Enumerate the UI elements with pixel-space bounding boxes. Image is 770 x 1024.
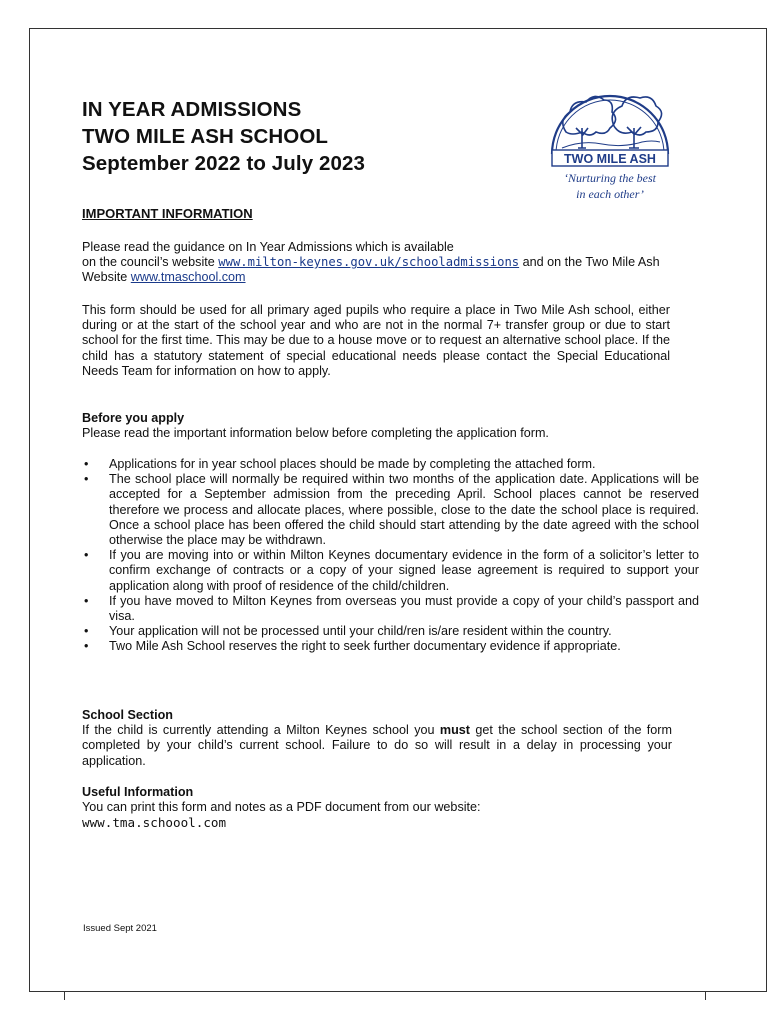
before-apply-text: Please read the important information below before completing the application form. — [82, 426, 549, 441]
school-section-text — [82, 723, 672, 769]
useful-information-section — [82, 785, 670, 831]
list-item — [82, 548, 699, 594]
title-line-3: September 2022 to July 2023 — [82, 152, 366, 175]
guidance-paragraph — [82, 240, 670, 286]
list-item — [82, 457, 699, 472]
list-item-text: Your application will not be processed until your child/ren is/are resident within the country. — [109, 624, 612, 639]
bullet-icon: • — [84, 548, 89, 563]
list-item-text: Applications for in year school places should be made by completing the attached form. — [109, 457, 596, 471]
list-item-text: If you are moving into or within Milton Keynes documentary evidence in the form of a solicitor’s letter to confirm exchange of contracts or a copy of your signed lease agreement is required to support your application along with proof of residence of the child/children. — [109, 548, 699, 593]
bullet-icon: • — [84, 593, 89, 608]
tree-emblem-icon — [552, 96, 668, 154]
list-item — [82, 472, 699, 548]
bullet-icon: • — [84, 457, 89, 471]
bullet-icon: • — [84, 472, 89, 487]
school-section-emphasis: must — [439, 723, 470, 738]
logo-motto-line-2: in each other’ — [576, 187, 644, 201]
list-item-text: If you have moved to Milton Keynes from overseas you must provide a copy of your child’s passport and visa. — [109, 593, 699, 624]
bullet-icon: • — [84, 639, 89, 654]
school-logo — [532, 64, 684, 224]
before-apply-section — [82, 411, 670, 441]
guidance-line-2-prefix: on the council’s website — [82, 255, 219, 270]
bullet-icon: • — [84, 624, 89, 639]
list-item-text: Two Mile Ash School reserves the right to seek further documentary evidence if appropriate. — [109, 639, 621, 654]
list-item — [82, 624, 699, 639]
form-usage-paragraph — [82, 303, 670, 379]
before-apply-heading: Before you apply — [82, 411, 185, 425]
list-item — [82, 639, 699, 654]
title-line-2: TWO MILE ASH SCHOOL — [82, 125, 328, 148]
list-item — [82, 594, 699, 624]
title-line-1: IN YEAR ADMISSIONS — [82, 98, 302, 121]
useful-information-website: www.tma.schoool.com — [82, 815, 227, 831]
school-section — [82, 708, 672, 769]
council-website-link[interactable]: www.milton-keynes.gov.uk/schooladmissions — [218, 255, 520, 270]
page-title — [82, 96, 365, 177]
issued-date: Issued Sept 2021 — [83, 923, 157, 934]
logo-name: TWO MILE ASH — [564, 152, 656, 166]
guidance-line-2-mid: and on the Two Mile Ash Website — [82, 255, 660, 285]
page-tick-right — [705, 992, 706, 1000]
page-tick-left — [64, 992, 65, 1000]
school-section-text-end: get the school section of the form completed by your child’s current school. Failure to do so will result in a delay in processing your application. — [82, 723, 672, 768]
school-section-text-start: If the child is currently attending a Milton Keynes school you — [82, 723, 440, 738]
school-section-heading: School Section — [82, 708, 173, 722]
guidance-line-1: Please read the guidance on In Year Admissions which is available — [82, 240, 454, 254]
important-information-heading: IMPORTANT INFORMATION — [82, 206, 253, 221]
logo-motto-line-1: ‘Nurturing the best — [564, 171, 656, 185]
list-item-text: The school place will normally be required within two months of the application date. Applications will be accepted for a September admission from the preceding April. School places cannot be reserved therefore we process and allocate places, where possible, close to the date the school place is required. Once a school place has been offered the child should start attending by the date agreed with the school otherwise the place may be withdrawn. — [109, 472, 699, 548]
requirements-list — [82, 457, 699, 655]
school-website-link[interactable]: www.tmaschool.com — [130, 270, 246, 285]
useful-information-text: You can print this form and notes as a PDF document from our website: — [82, 800, 481, 815]
useful-information-heading: Useful Information — [82, 785, 194, 799]
form-usage-text: This form should be used for all primary aged pupils who require a place in Two Mile Ash school, either during or at the start of the school year and who are not in the normal 7+ transfer group or due to start school for the first time. This may be due to a house move or to request an alternative school place. If the child has a statutory statement of special educational needs please contact the Special Educational Needs Team for information on how to apply. — [82, 303, 670, 378]
